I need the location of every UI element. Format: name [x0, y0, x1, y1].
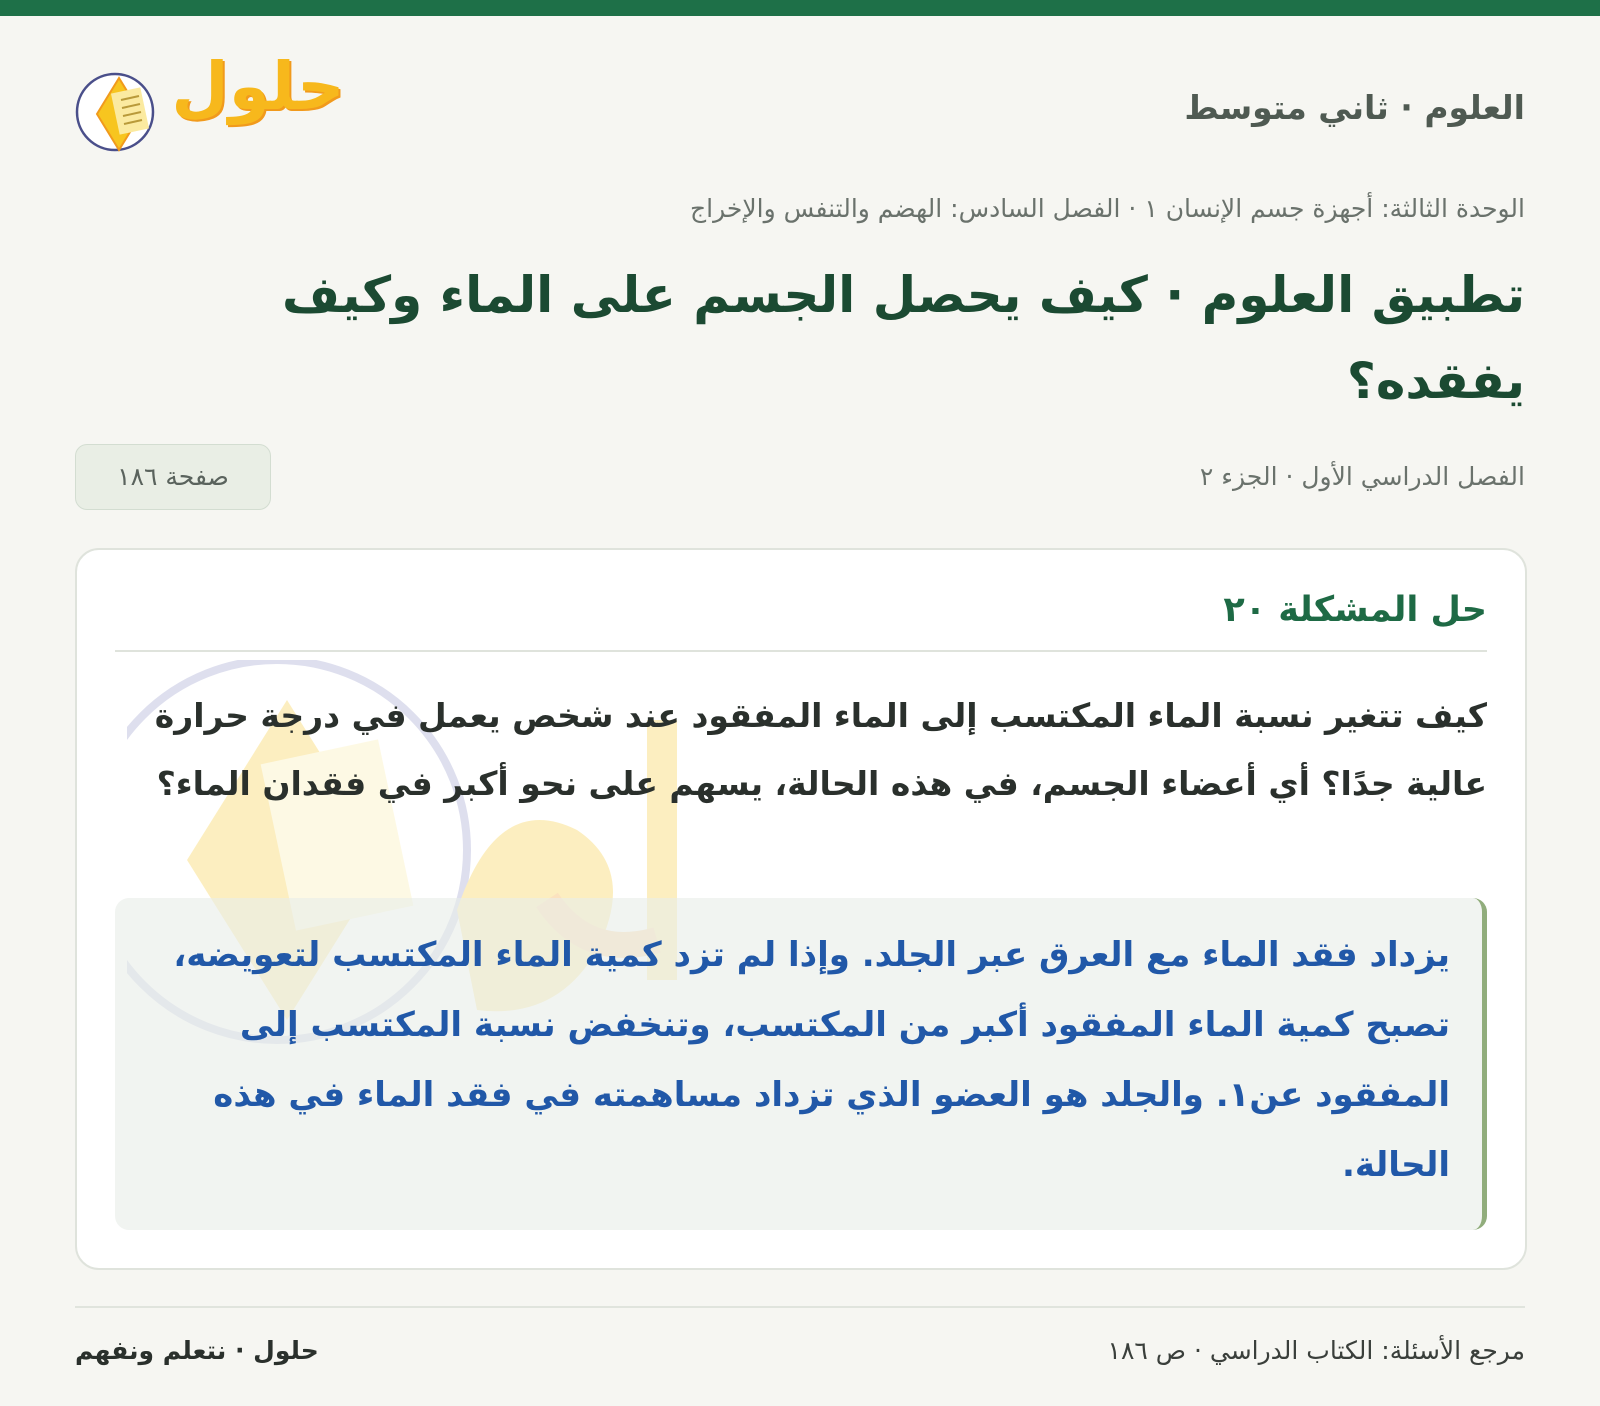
- page-title: تطبيق العلوم · كيف يحصل الجسم على الماء وكيف يفقده؟: [282, 266, 1525, 410]
- question-text: كيف تتغير نسبة الماء المكتسب إلى الماء المفقود عند شخص يعمل في درجة حرارة عالية جدًا؟ أي أعضاء الجسم، في هذه الحالة، يسهم على نحو أكبر في فقدان الماء؟: [154, 696, 1487, 803]
- header: [75, 50, 1525, 170]
- footer-divider: [75, 1306, 1525, 1308]
- answer-box: يزداد فقد الماء مع العرق عبر الجلد. وإذا لم تزد كمية الماء المكتسب لتعويضه، تصبح كمية الماء المفقود أكبر من المكتسب، وتنخفض نسبة المكتسب إلى المفقود عن١. والجلد هو العضو الذي تزداد مساهمته في فقد الماء في هذه الحالة.: [115, 898, 1487, 1230]
- footer-brand: حلول · نتعلم ونفهم: [75, 1336, 319, 1365]
- logo-text: حلول: [171, 48, 345, 125]
- semester-info: الفصل الدراسي الأول · الجزء ٢: [1199, 462, 1525, 491]
- subject-label: العلوم · ثاني متوسط: [1184, 88, 1525, 127]
- site-logo[interactable]: [75, 50, 355, 170]
- page-number-badge: صفحة ١٨٦: [75, 444, 271, 510]
- footer-reference: مرجع الأسئلة: الكتاب الدراسي · ص ١٨٦: [1107, 1336, 1525, 1365]
- breadcrumb: الوحدة الثالثة: أجهزة جسم الإنسان ١ · الفصل السادس: الهضم والتنفس والإخراج: [690, 194, 1525, 223]
- top-accent-bar: [0, 0, 1600, 16]
- problem-title: حل المشكلة ٢٠: [115, 590, 1487, 652]
- solution-card: [75, 548, 1527, 1270]
